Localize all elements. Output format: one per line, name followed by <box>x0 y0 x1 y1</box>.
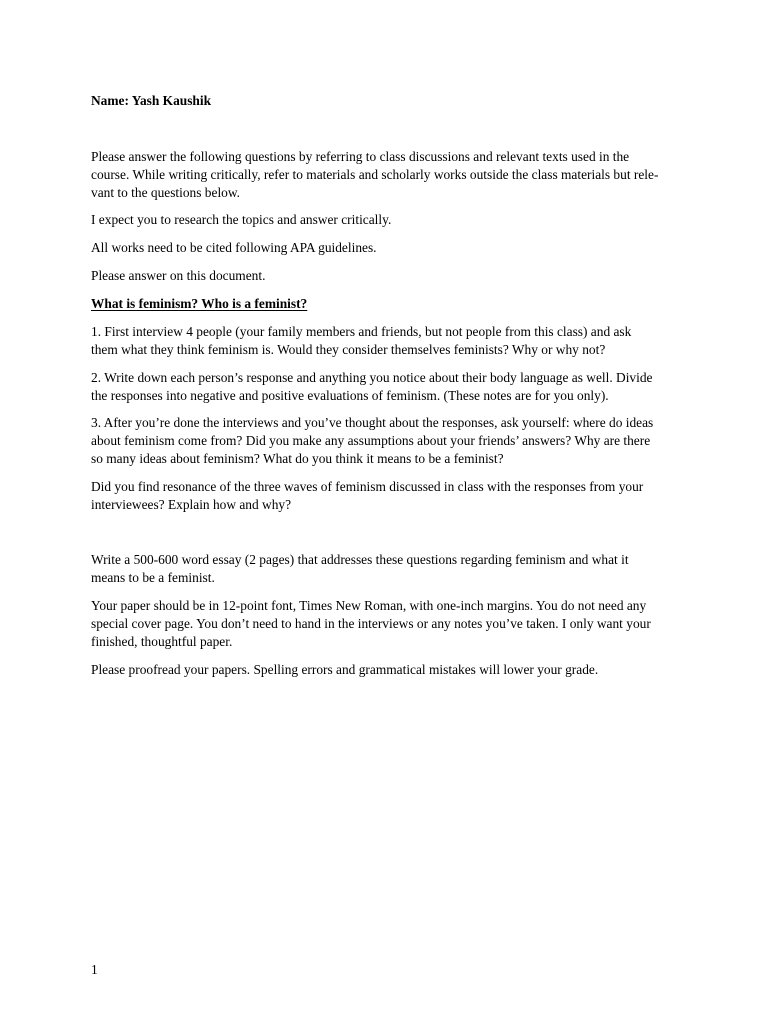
text-line: interviewees? Explain how and why? <box>91 497 292 512</box>
text-line: Write a 500-600 word essay (2 pages) that addresses these questions regarding feminism and what it <box>91 552 629 567</box>
proofread-instructions: Please proofread your papers. Spelling errors and grammatical mistakes will lower your grade. <box>91 662 599 677</box>
text-line: Your paper should be in 12-point font, Times New Roman, with one-inch margins. You do not need any <box>91 598 647 613</box>
question-waves <box>91 478 711 514</box>
text-line: the responses into negative and positive evaluations of feminism. (These notes are for you only). <box>91 388 609 403</box>
question-1 <box>91 323 711 359</box>
text-line: course. While writing critically, refer to materials and scholarly works outside the class materials but rele- <box>91 167 659 182</box>
text-line: Did you find resonance of the three waves of feminism discussed in class with the responses from your <box>91 479 644 494</box>
formatting-instructions <box>91 597 711 651</box>
text-line: so many ideas about feminism? What do you think it means to be a feminist? <box>91 451 504 466</box>
text-line: 1. First interview 4 people (your family members and friends, but not people from this class) and ask <box>91 324 632 339</box>
text-line: Please answer the following questions by referring to class discussions and relevant texts used in the <box>91 149 630 164</box>
student-name: Name: Yash Kaushik <box>91 93 212 108</box>
question-3 <box>91 414 711 468</box>
essay-instructions <box>91 551 711 587</box>
text-line: about feminism come from? Did you make any assumptions about your friends’ answers? Why are there <box>91 433 651 448</box>
instructions-apa: All works need to be cited following APA guidelines. <box>91 240 377 255</box>
instructions-intro <box>91 148 711 202</box>
instructions-research: I expect you to research the topics and answer critically. <box>91 212 392 227</box>
text-line: vant to the questions below. <box>91 185 241 200</box>
text-line: means to be a feminist. <box>91 570 215 585</box>
section-heading-text: What is feminism? Who is a feminist? <box>91 296 308 311</box>
section-heading <box>91 295 711 313</box>
text-line: 3. After you’re done the interviews and you’ve thought about the responses, ask yourself: where do ideas <box>91 415 654 430</box>
page-number: 1 <box>91 962 98 977</box>
text-line: special cover page. You don’t need to hand in the interviews or any notes you’ve taken. I only want your <box>91 616 651 631</box>
text-line: them what they think feminism is. Would they consider themselves feminists? Why or why not? <box>91 342 606 357</box>
instructions-answer-here: Please answer on this document. <box>91 268 266 283</box>
text-line: finished, thoughtful paper. <box>91 634 233 649</box>
text-line: 2. Write down each person’s response and anything you notice about their body language as well. Divide <box>91 370 653 385</box>
question-2 <box>91 369 711 405</box>
